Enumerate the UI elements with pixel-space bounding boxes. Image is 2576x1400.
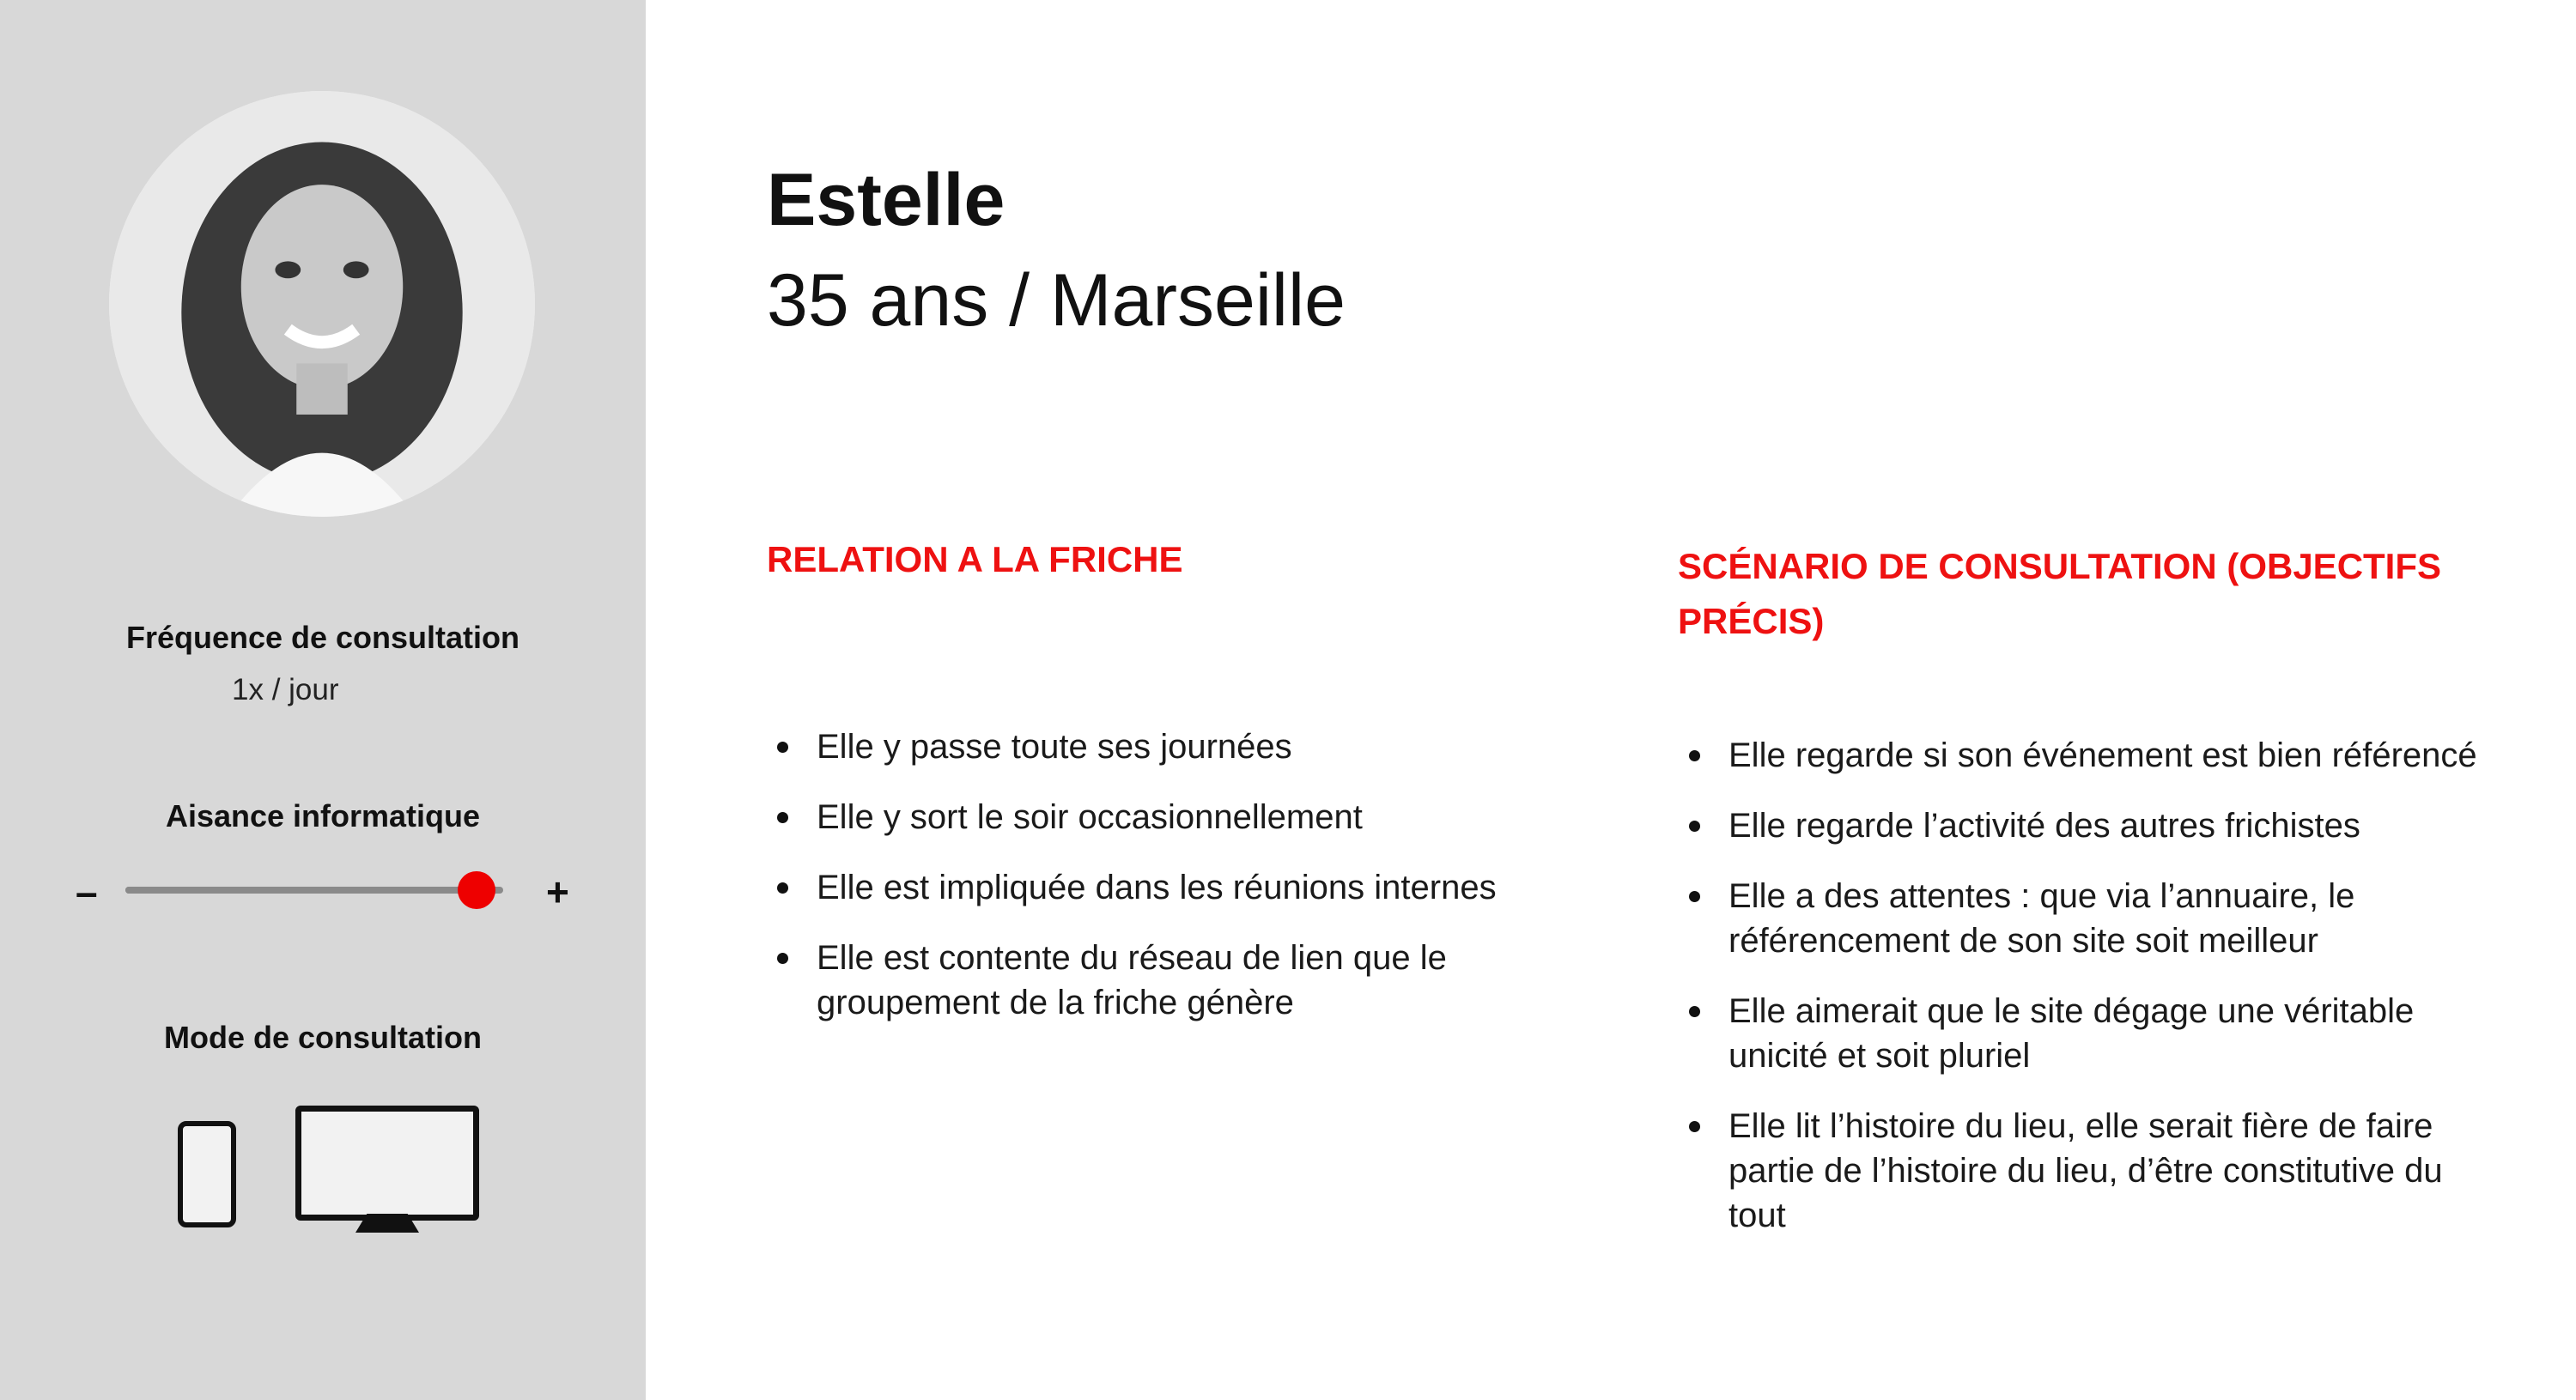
persona-name: Estelle: [767, 159, 1005, 241]
skill-label: Aisance informatique: [165, 798, 481, 833]
skill-max-symbol: +: [546, 870, 569, 914]
list-item: Elle regarde si son événement est bien référencé: [1728, 733, 2501, 778]
list-item: Elle y passe toute ses journées: [817, 724, 1546, 769]
skill-slider-fill: [125, 887, 477, 894]
list-item: Elle est contente du réseau de lien que le groupement de la friche génère: [817, 936, 1546, 1025]
list-item: Elle lit l’histoire du lieu, elle serait fière de faire partie de l’histoire du lieu, d’être constitutive du tout: [1728, 1104, 2501, 1238]
frequency-label: Fréquence de consultation: [125, 620, 520, 655]
persona-avatar: [109, 91, 535, 517]
list-item: Elle regarde l’activité des autres frichistes: [1728, 803, 2501, 848]
desktop-monitor-icon: [295, 1106, 479, 1221]
frequency-value: 1x / jour: [232, 673, 339, 706]
portrait-photo-icon: [109, 91, 535, 517]
persona-sidebar: [0, 0, 646, 1400]
skill-slider-track: [125, 887, 503, 894]
mode-label: Mode de consultation: [163, 1020, 482, 1055]
scenario-title: SCÉNARIO DE CONSULTATION (OBJECTIFS PRÉCIS): [1678, 546, 2442, 641]
list-item: Elle a des attentes : que via l’annuaire, le référencement de son site soit meilleur: [1728, 874, 2501, 963]
smartphone-icon: [178, 1121, 236, 1227]
scenario-list: [1679, 733, 2501, 1264]
list-item: Elle est impliquée dans les réunions internes: [817, 865, 1546, 910]
skill-slider-thumb[interactable]: [458, 871, 495, 909]
relation-title: RELATION A LA FRICHE: [767, 539, 1183, 579]
list-item: Elle y sort le soir occasionnellement: [817, 795, 1546, 839]
relation-list: [767, 724, 1546, 1051]
list-item: Elle aimerait que le site dégage une véritable unicité et soit pluriel: [1728, 989, 2501, 1078]
skill-min-symbol: –: [76, 870, 98, 914]
persona-subtitle: 35 ans / Marseille: [767, 259, 1346, 342]
